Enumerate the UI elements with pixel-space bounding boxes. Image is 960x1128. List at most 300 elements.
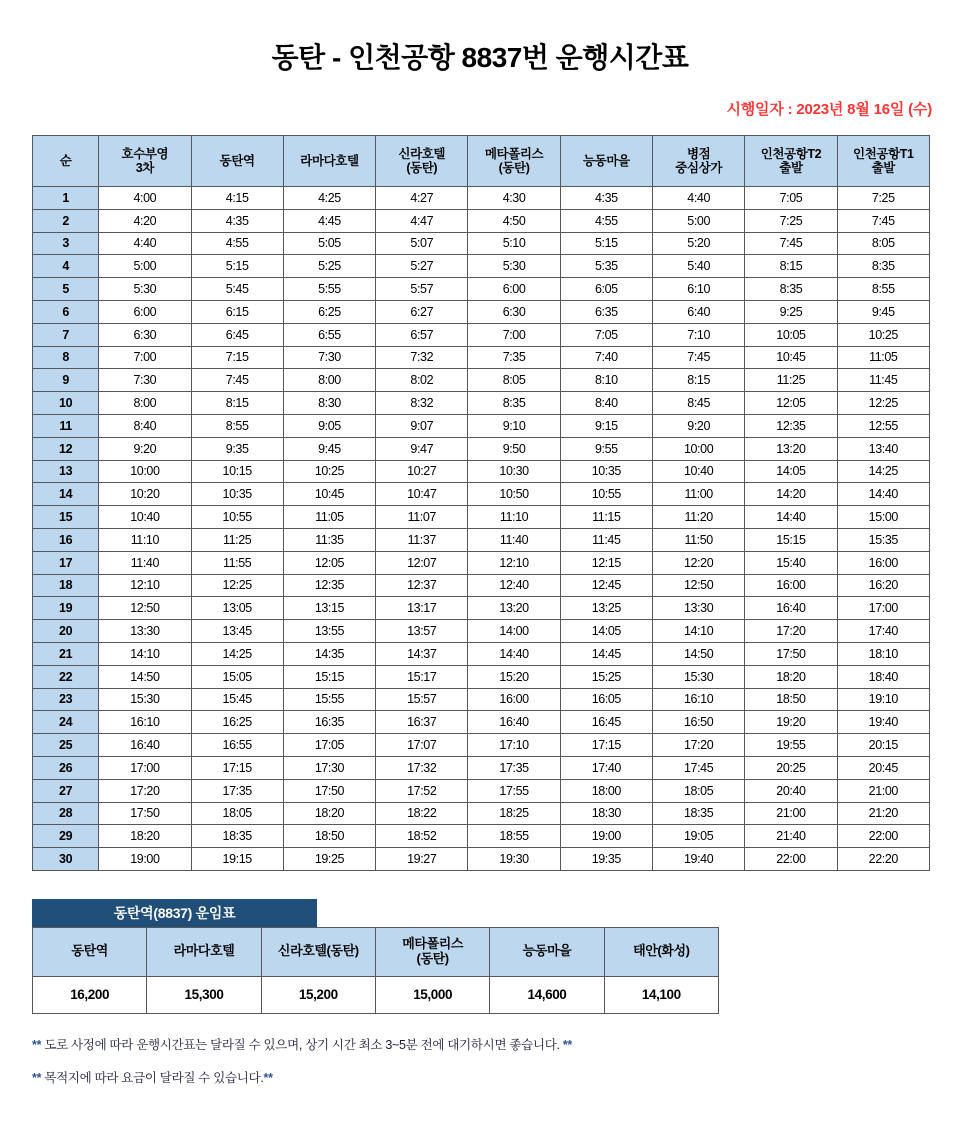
- table-row: [33, 825, 930, 848]
- departure-time-cell: 8:55: [837, 278, 929, 301]
- row-sequence-number: 24: [33, 711, 99, 734]
- departure-time-cell: 15:30: [653, 665, 745, 688]
- departure-time-cell: 8:55: [191, 414, 283, 437]
- departure-time-cell: 13:30: [653, 597, 745, 620]
- departure-time-cell: 7:45: [191, 369, 283, 392]
- departure-time-cell: 18:20: [745, 665, 837, 688]
- col-header-line1: 병점: [686, 146, 711, 161]
- fare-container: [0, 871, 960, 1014]
- departure-time-cell: 19:10: [837, 688, 929, 711]
- departure-time-cell: 11:35: [283, 528, 375, 551]
- row-sequence-number: 3: [33, 232, 99, 255]
- timetable-col-header: [560, 136, 652, 187]
- departure-time-cell: 12:45: [560, 574, 652, 597]
- row-sequence-number: 4: [33, 255, 99, 278]
- col-header-line1: 신라호텔: [398, 146, 446, 161]
- departure-time-cell: 6:25: [283, 300, 375, 323]
- departure-time-cell: 4:00: [99, 187, 191, 210]
- departure-time-cell: 20:45: [837, 756, 929, 779]
- departure-time-cell: 18:55: [468, 825, 560, 848]
- departure-time-cell: 17:40: [560, 756, 652, 779]
- departure-time-cell: 19:00: [99, 848, 191, 871]
- departure-time-cell: 17:15: [191, 756, 283, 779]
- departure-time-cell: 11:10: [99, 528, 191, 551]
- departure-time-cell: 14:20: [745, 483, 837, 506]
- departure-time-cell: 18:35: [653, 802, 745, 825]
- departure-time-cell: 6:00: [468, 278, 560, 301]
- departure-time-cell: 19:55: [745, 734, 837, 757]
- departure-time-cell: 15:55: [283, 688, 375, 711]
- departure-time-cell: 19:40: [837, 711, 929, 734]
- departure-time-cell: 13:25: [560, 597, 652, 620]
- departure-time-cell: 9:05: [283, 414, 375, 437]
- departure-time-cell: 9:20: [99, 437, 191, 460]
- departure-time-cell: 4:30: [468, 187, 560, 210]
- timetable-body: [33, 187, 930, 871]
- departure-time-cell: 5:45: [191, 278, 283, 301]
- fare-col-header: [33, 927, 147, 976]
- row-sequence-number: 26: [33, 756, 99, 779]
- departure-time-cell: 14:40: [837, 483, 929, 506]
- departure-time-cell: 14:05: [560, 620, 652, 643]
- departure-time-cell: 17:45: [653, 756, 745, 779]
- table-row: [33, 187, 930, 210]
- row-sequence-number: 9: [33, 369, 99, 392]
- table-row: [33, 756, 930, 779]
- fare-col-header: [261, 927, 375, 976]
- departure-time-cell: 16:10: [99, 711, 191, 734]
- fare-value-cell: 15,000: [375, 976, 489, 1013]
- departure-time-cell: 4:35: [191, 209, 283, 232]
- timetable-col-header: [99, 136, 191, 187]
- departure-time-cell: 4:45: [283, 209, 375, 232]
- departure-time-cell: 18:10: [837, 642, 929, 665]
- departure-time-cell: 5:35: [560, 255, 652, 278]
- departure-time-cell: 14:37: [376, 642, 468, 665]
- departure-time-cell: 15:35: [837, 528, 929, 551]
- departure-time-cell: 7:05: [745, 187, 837, 210]
- fare-col-header-line1: 동탄역: [71, 943, 108, 959]
- timetable-col-header: [468, 136, 560, 187]
- departure-time-cell: 18:00: [560, 779, 652, 802]
- departure-time-cell: 17:32: [376, 756, 468, 779]
- departure-time-cell: 15:00: [837, 506, 929, 529]
- departure-time-cell: 14:40: [745, 506, 837, 529]
- departure-time-cell: 14:40: [468, 642, 560, 665]
- departure-time-cell: 7:45: [837, 209, 929, 232]
- col-header-line1: 동탄역: [219, 153, 255, 168]
- departure-time-cell: 18:50: [745, 688, 837, 711]
- departure-time-cell: 8:35: [745, 278, 837, 301]
- departure-time-cell: 16:00: [468, 688, 560, 711]
- departure-time-cell: 12:35: [283, 574, 375, 597]
- departure-time-cell: 10:15: [191, 460, 283, 483]
- departure-time-cell: 10:05: [745, 323, 837, 346]
- departure-time-cell: 17:05: [283, 734, 375, 757]
- departure-time-cell: 10:35: [191, 483, 283, 506]
- departure-time-cell: 16:10: [653, 688, 745, 711]
- departure-time-cell: 16:40: [468, 711, 560, 734]
- departure-time-cell: 11:37: [376, 528, 468, 551]
- table-row: [33, 642, 930, 665]
- departure-time-cell: 8:15: [745, 255, 837, 278]
- departure-time-cell: 19:40: [653, 848, 745, 871]
- timetable-container: [0, 119, 960, 871]
- timetable-col-header: [33, 136, 99, 187]
- fare-title-bar: 동탄역(8837) 운임표: [32, 899, 317, 927]
- table-row: [33, 506, 930, 529]
- departure-time-cell: 20:40: [745, 779, 837, 802]
- departure-time-cell: 18:50: [283, 825, 375, 848]
- departure-time-cell: 11:50: [653, 528, 745, 551]
- departure-time-cell: 16:45: [560, 711, 652, 734]
- departure-time-cell: 8:40: [99, 414, 191, 437]
- fare-table: [32, 927, 719, 1014]
- departure-time-cell: 17:35: [191, 779, 283, 802]
- departure-time-cell: 4:20: [99, 209, 191, 232]
- table-row: [33, 551, 930, 574]
- departure-time-cell: 10:50: [468, 483, 560, 506]
- row-sequence-number: 2: [33, 209, 99, 232]
- departure-time-cell: 5:07: [376, 232, 468, 255]
- table-row: [33, 278, 930, 301]
- table-row: [33, 460, 930, 483]
- fare-col-header-line1: 메타폴리스: [402, 935, 464, 951]
- departure-time-cell: 15:17: [376, 665, 468, 688]
- departure-time-cell: 21:00: [745, 802, 837, 825]
- departure-time-cell: 12:37: [376, 574, 468, 597]
- departure-time-cell: 7:00: [99, 346, 191, 369]
- departure-time-cell: 11:15: [560, 506, 652, 529]
- departure-time-cell: 6:05: [560, 278, 652, 301]
- departure-time-cell: 14:50: [653, 642, 745, 665]
- table-row: [33, 369, 930, 392]
- fare-col-header: [375, 927, 489, 976]
- departure-time-cell: 5:40: [653, 255, 745, 278]
- departure-time-cell: 12:50: [653, 574, 745, 597]
- departure-time-cell: 12:25: [837, 392, 929, 415]
- departure-time-cell: 6:57: [376, 323, 468, 346]
- note-mark-end: **: [562, 1037, 572, 1052]
- departure-time-cell: 6:30: [99, 323, 191, 346]
- table-row: [33, 346, 930, 369]
- departure-time-cell: 17:10: [468, 734, 560, 757]
- departure-time-cell: 13:17: [376, 597, 468, 620]
- departure-time-cell: 14:10: [653, 620, 745, 643]
- row-sequence-number: 12: [33, 437, 99, 460]
- departure-time-cell: 10:40: [653, 460, 745, 483]
- row-sequence-number: 7: [33, 323, 99, 346]
- departure-time-cell: 12:50: [99, 597, 191, 620]
- table-row: [33, 848, 930, 871]
- departure-time-cell: 7:15: [191, 346, 283, 369]
- timetable-col-header: [376, 136, 468, 187]
- departure-time-cell: 21:00: [837, 779, 929, 802]
- departure-time-cell: 11:05: [837, 346, 929, 369]
- row-sequence-number: 15: [33, 506, 99, 529]
- departure-time-cell: 9:35: [191, 437, 283, 460]
- col-header-line2: (동탄): [498, 161, 530, 175]
- departure-time-cell: 12:05: [283, 551, 375, 574]
- departure-time-cell: 12:10: [468, 551, 560, 574]
- col-header-line2: 3차: [135, 161, 154, 175]
- departure-time-cell: 5:30: [99, 278, 191, 301]
- table-row: [33, 802, 930, 825]
- departure-time-cell: 17:35: [468, 756, 560, 779]
- departure-time-cell: 14:50: [99, 665, 191, 688]
- departure-time-cell: 19:05: [653, 825, 745, 848]
- departure-time-cell: 7:10: [653, 323, 745, 346]
- timetable-head: [33, 136, 930, 187]
- departure-time-cell: 11:07: [376, 506, 468, 529]
- departure-time-cell: 11:40: [99, 551, 191, 574]
- row-sequence-number: 17: [33, 551, 99, 574]
- effective-date-row: [0, 76, 960, 119]
- departure-time-cell: 5:05: [283, 232, 375, 255]
- departure-time-cell: 4:40: [653, 187, 745, 210]
- table-row: [33, 711, 930, 734]
- departure-time-cell: 9:47: [376, 437, 468, 460]
- fare-col-header: [147, 927, 261, 976]
- table-row: [33, 437, 930, 460]
- departure-time-cell: 17:07: [376, 734, 468, 757]
- departure-time-cell: 8:30: [283, 392, 375, 415]
- fare-value-cell: 14,600: [490, 976, 604, 1013]
- departure-time-cell: 5:30: [468, 255, 560, 278]
- note-mark-end: **: [263, 1070, 273, 1085]
- departure-time-cell: 21:20: [837, 802, 929, 825]
- departure-time-cell: 8:05: [468, 369, 560, 392]
- departure-time-cell: 12:15: [560, 551, 652, 574]
- departure-time-cell: 13:15: [283, 597, 375, 620]
- fare-value-cell: 16,200: [33, 976, 147, 1013]
- departure-time-cell: 7:32: [376, 346, 468, 369]
- departure-time-cell: 18:05: [191, 802, 283, 825]
- departure-time-cell: 8:15: [191, 392, 283, 415]
- row-sequence-number: 28: [33, 802, 99, 825]
- departure-time-cell: 14:00: [468, 620, 560, 643]
- departure-time-cell: 22:00: [837, 825, 929, 848]
- departure-time-cell: 17:50: [745, 642, 837, 665]
- departure-time-cell: 16:05: [560, 688, 652, 711]
- departure-time-cell: 5:55: [283, 278, 375, 301]
- departure-time-cell: 6:55: [283, 323, 375, 346]
- note-line: [32, 1038, 960, 1053]
- departure-time-cell: 15:25: [560, 665, 652, 688]
- departure-time-cell: 8:45: [653, 392, 745, 415]
- departure-time-cell: 9:55: [560, 437, 652, 460]
- departure-time-cell: 14:05: [745, 460, 837, 483]
- departure-time-cell: 6:30: [468, 300, 560, 323]
- departure-time-cell: 19:15: [191, 848, 283, 871]
- departure-time-cell: 13:05: [191, 597, 283, 620]
- departure-time-cell: 7:05: [560, 323, 652, 346]
- departure-time-cell: 17:15: [560, 734, 652, 757]
- fare-col-header: [490, 927, 604, 976]
- departure-time-cell: 10:45: [745, 346, 837, 369]
- departure-time-cell: 8:05: [837, 232, 929, 255]
- col-header-line1: 호수부영: [121, 146, 169, 161]
- departure-time-cell: 5:25: [283, 255, 375, 278]
- departure-time-cell: 10:30: [468, 460, 560, 483]
- table-row: [33, 620, 930, 643]
- departure-time-cell: 19:00: [560, 825, 652, 848]
- departure-time-cell: 18:30: [560, 802, 652, 825]
- departure-time-cell: 17:20: [99, 779, 191, 802]
- departure-time-cell: 5:15: [560, 232, 652, 255]
- row-sequence-number: 21: [33, 642, 99, 665]
- departure-time-cell: 6:15: [191, 300, 283, 323]
- timetable-col-header: [653, 136, 745, 187]
- departure-time-cell: 10:25: [283, 460, 375, 483]
- departure-time-cell: 15:15: [283, 665, 375, 688]
- departure-time-cell: 17:00: [837, 597, 929, 620]
- departure-time-cell: 11:05: [283, 506, 375, 529]
- departure-time-cell: 13:20: [468, 597, 560, 620]
- departure-time-cell: 6:00: [99, 300, 191, 323]
- departure-time-cell: 9:45: [283, 437, 375, 460]
- departure-time-cell: 11:20: [653, 506, 745, 529]
- bus-timetable: [32, 135, 930, 871]
- departure-time-cell: 18:22: [376, 802, 468, 825]
- departure-time-cell: 12:25: [191, 574, 283, 597]
- departure-time-cell: 5:00: [653, 209, 745, 232]
- departure-time-cell: 9:25: [745, 300, 837, 323]
- departure-time-cell: 10:35: [560, 460, 652, 483]
- departure-time-cell: 9:15: [560, 414, 652, 437]
- row-sequence-number: 11: [33, 414, 99, 437]
- departure-time-cell: 15:15: [745, 528, 837, 551]
- row-sequence-number: 14: [33, 483, 99, 506]
- departure-time-cell: 14:25: [837, 460, 929, 483]
- table-row: [33, 779, 930, 802]
- departure-time-cell: 18:20: [283, 802, 375, 825]
- row-sequence-number: 18: [33, 574, 99, 597]
- table-row: [33, 734, 930, 757]
- departure-time-cell: 6:40: [653, 300, 745, 323]
- col-header-line2: 출발: [871, 161, 895, 175]
- fare-value-cell: 15,300: [147, 976, 261, 1013]
- timetable-col-header: [191, 136, 283, 187]
- departure-time-cell: 11:45: [837, 369, 929, 392]
- departure-time-cell: 18:05: [653, 779, 745, 802]
- departure-time-cell: 15:45: [191, 688, 283, 711]
- departure-time-cell: 11:25: [745, 369, 837, 392]
- departure-time-cell: 7:25: [837, 187, 929, 210]
- row-sequence-number: 29: [33, 825, 99, 848]
- departure-time-cell: 15:20: [468, 665, 560, 688]
- departure-time-cell: 10:55: [191, 506, 283, 529]
- departure-time-cell: 10:40: [99, 506, 191, 529]
- departure-time-cell: 9:20: [653, 414, 745, 437]
- departure-time-cell: 16:20: [837, 574, 929, 597]
- departure-time-cell: 11:25: [191, 528, 283, 551]
- departure-time-cell: 7:45: [745, 232, 837, 255]
- departure-time-cell: 14:10: [99, 642, 191, 665]
- departure-time-cell: 6:27: [376, 300, 468, 323]
- note-line: [32, 1071, 960, 1086]
- departure-time-cell: 5:57: [376, 278, 468, 301]
- departure-time-cell: 5:15: [191, 255, 283, 278]
- departure-time-cell: 14:45: [560, 642, 652, 665]
- departure-time-cell: 9:45: [837, 300, 929, 323]
- departure-time-cell: 17:00: [99, 756, 191, 779]
- note-text: 목적지에 따라 요금이 달라질 수 있습니다.: [41, 1070, 264, 1085]
- timetable-col-header: [283, 136, 375, 187]
- departure-time-cell: 12:55: [837, 414, 929, 437]
- departure-time-cell: 17:50: [99, 802, 191, 825]
- departure-time-cell: 6:35: [560, 300, 652, 323]
- departure-time-cell: 19:30: [468, 848, 560, 871]
- departure-time-cell: 9:50: [468, 437, 560, 460]
- effective-date: 시행일자 : 2023년 8월 16일 (수): [726, 101, 932, 118]
- departure-time-cell: 11:45: [560, 528, 652, 551]
- departure-time-cell: 4:25: [283, 187, 375, 210]
- col-header-line2: 출발: [779, 161, 803, 175]
- departure-time-cell: 10:45: [283, 483, 375, 506]
- col-header-line1: 인천공항T2: [760, 146, 822, 161]
- departure-time-cell: 11:10: [468, 506, 560, 529]
- departure-time-cell: 22:00: [745, 848, 837, 871]
- table-row: [33, 483, 930, 506]
- departure-time-cell: 21:40: [745, 825, 837, 848]
- table-row: [33, 597, 930, 620]
- fare-header-row: [33, 927, 719, 976]
- timetable-col-header: [837, 136, 929, 187]
- fare-col-header-line1: 태안(화성): [633, 943, 690, 959]
- table-row: [33, 414, 930, 437]
- row-sequence-number: 10: [33, 392, 99, 415]
- departure-time-cell: 8:40: [560, 392, 652, 415]
- row-sequence-number: 30: [33, 848, 99, 871]
- table-row: [33, 688, 930, 711]
- departure-time-cell: 16:35: [283, 711, 375, 734]
- row-sequence-number: 13: [33, 460, 99, 483]
- fare-head: [33, 927, 719, 976]
- departure-time-cell: 4:40: [99, 232, 191, 255]
- departure-time-cell: 12:05: [745, 392, 837, 415]
- table-row: [33, 528, 930, 551]
- departure-time-cell: 5:00: [99, 255, 191, 278]
- row-sequence-number: 27: [33, 779, 99, 802]
- departure-time-cell: 16:40: [99, 734, 191, 757]
- departure-time-cell: 7:30: [99, 369, 191, 392]
- departure-time-cell: 16:40: [745, 597, 837, 620]
- table-row: [33, 300, 930, 323]
- departure-time-cell: 4:55: [560, 209, 652, 232]
- departure-time-cell: 11:00: [653, 483, 745, 506]
- departure-time-cell: 13:40: [837, 437, 929, 460]
- departure-time-cell: 9:07: [376, 414, 468, 437]
- departure-time-cell: 7:30: [283, 346, 375, 369]
- departure-time-cell: 10:25: [837, 323, 929, 346]
- departure-time-cell: 12:07: [376, 551, 468, 574]
- departure-time-cell: 8:35: [468, 392, 560, 415]
- departure-time-cell: 12:35: [745, 414, 837, 437]
- row-sequence-number: 23: [33, 688, 99, 711]
- departure-time-cell: 16:37: [376, 711, 468, 734]
- departure-time-cell: 19:25: [283, 848, 375, 871]
- departure-time-cell: 7:35: [468, 346, 560, 369]
- departure-time-cell: 17:20: [745, 620, 837, 643]
- departure-time-cell: 5:27: [376, 255, 468, 278]
- row-sequence-number: 22: [33, 665, 99, 688]
- departure-time-cell: 7:40: [560, 346, 652, 369]
- fare-col-header-line2: (동탄): [416, 950, 449, 966]
- departure-time-cell: 14:35: [283, 642, 375, 665]
- row-sequence-number: 8: [33, 346, 99, 369]
- departure-time-cell: 11:55: [191, 551, 283, 574]
